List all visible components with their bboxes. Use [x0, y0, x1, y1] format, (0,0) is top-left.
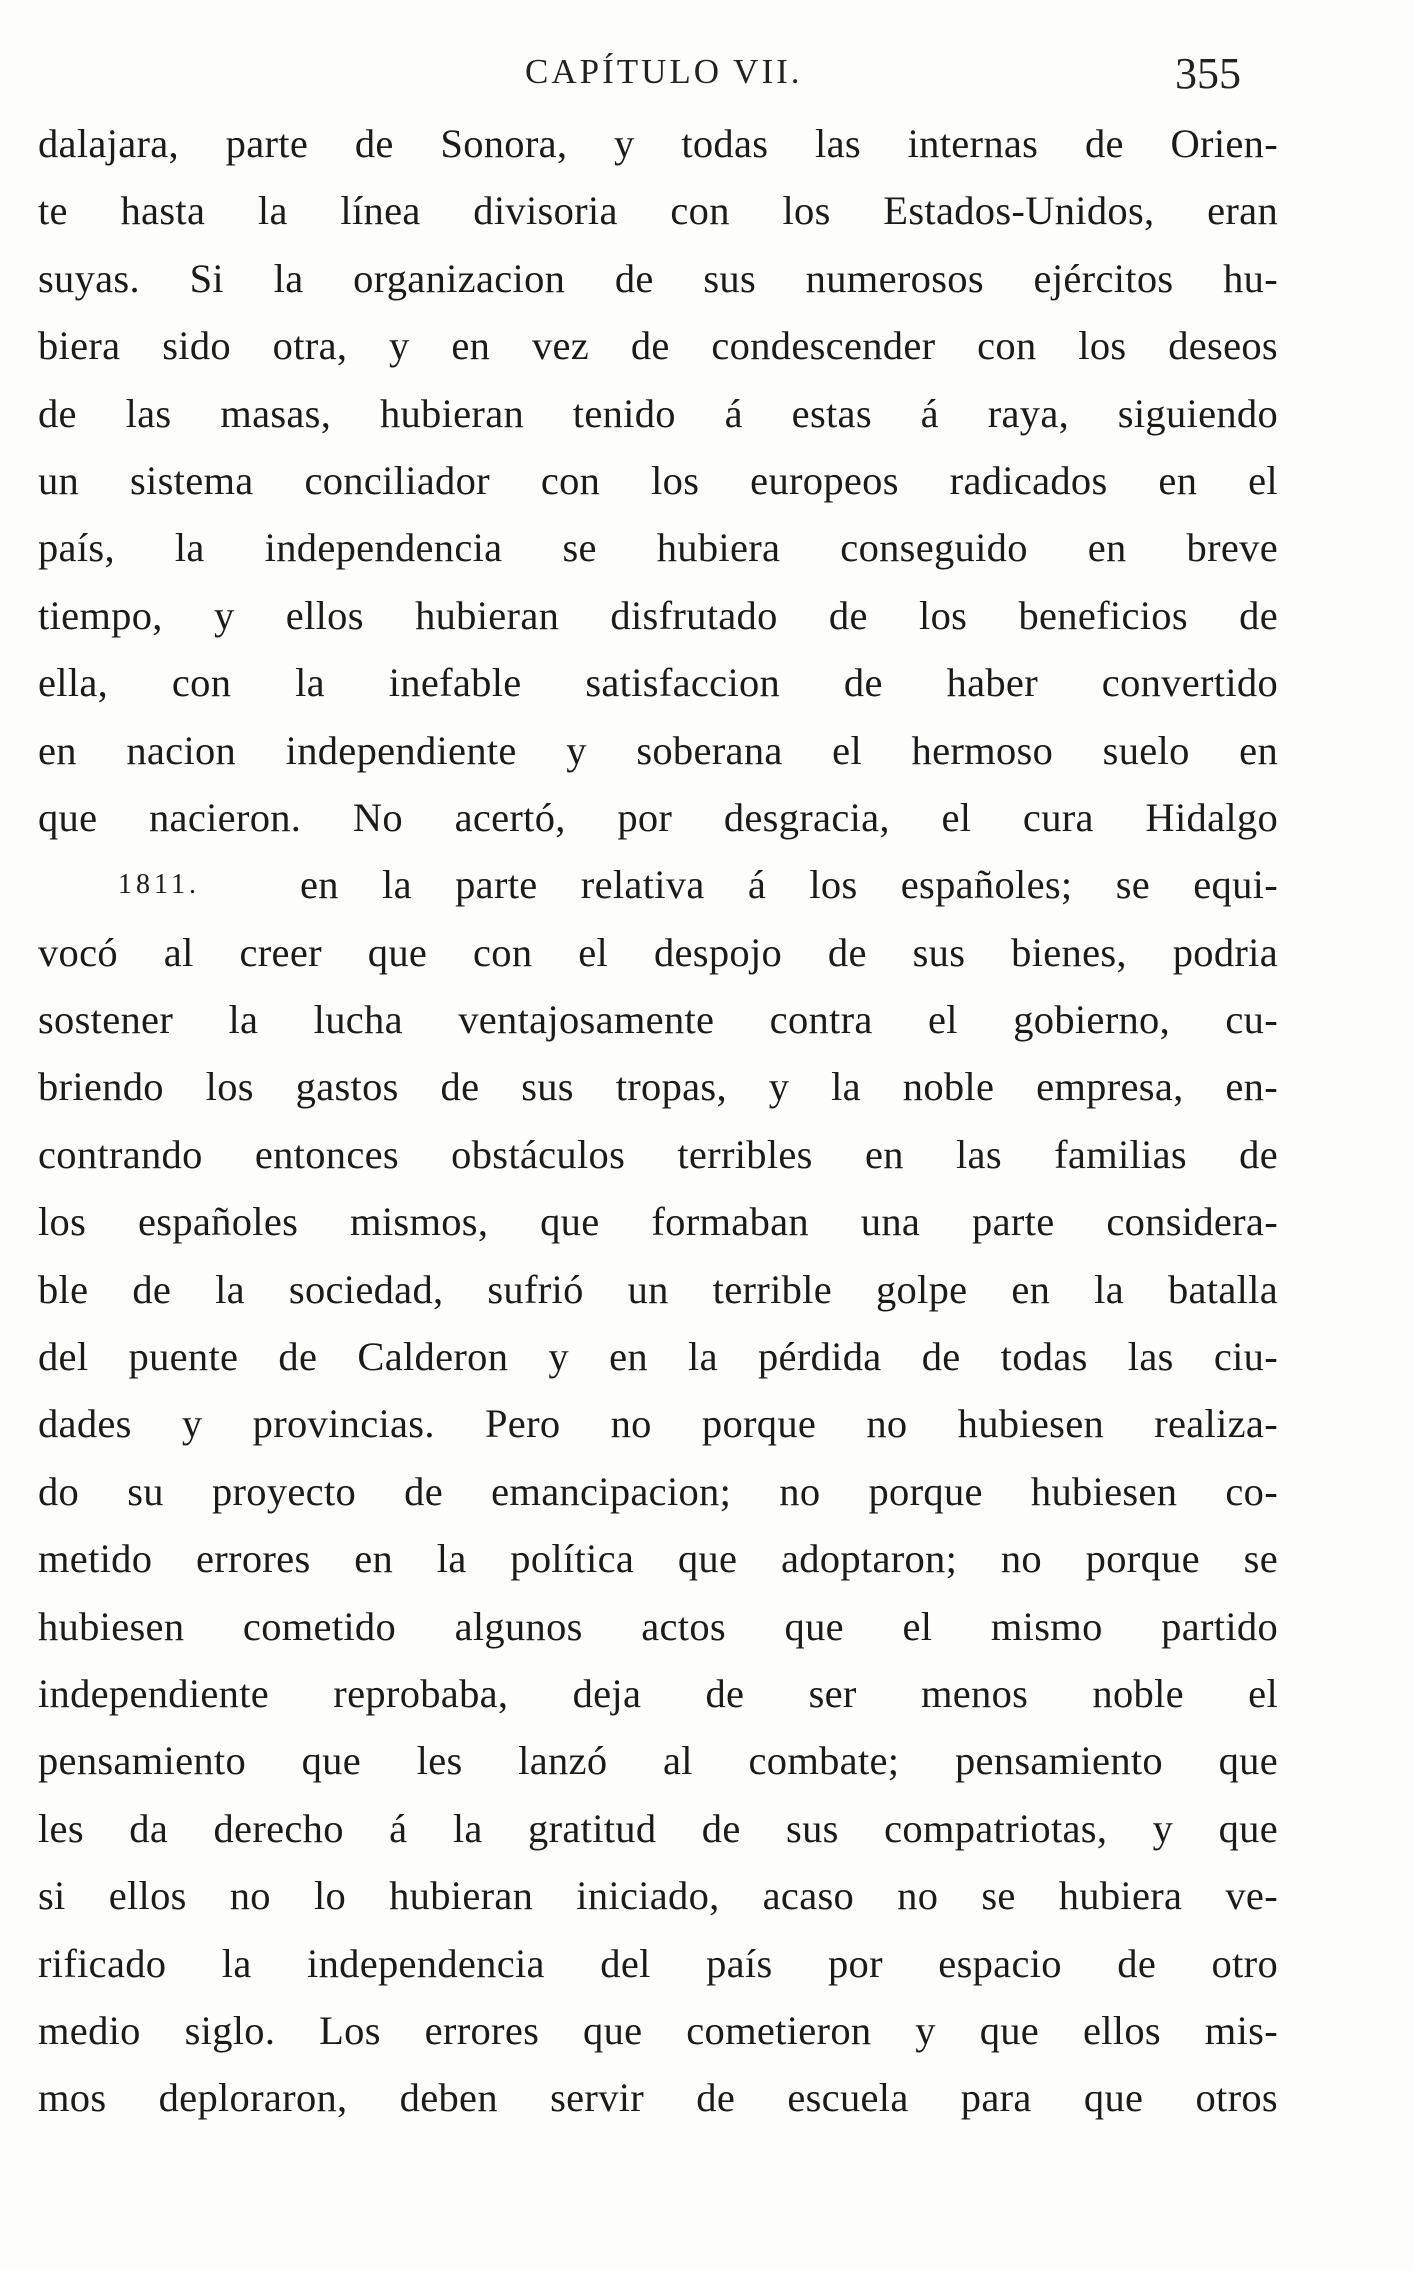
text-line: suyas. Si la organizacion de sus numerosos ejércitos hu- [38, 255, 1278, 301]
running-head [0, 48, 1414, 108]
text-line: rificado la independencia del país por espacio de otro [38, 1940, 1278, 1986]
text-line: dalajara, parte de Sonora, y todas las internas de Orien- [38, 121, 1278, 166]
text-line: mos deploraron, deben servir de escuela para que otros [38, 2075, 1278, 2121]
text-line: en la parte relativa á los españoles; se equi- [300, 862, 1278, 908]
text-line: país, la independencia se hubiera conseguido en breve [38, 525, 1278, 571]
text-line: pensamiento que les lanzó al combate; pensamiento que [38, 1738, 1278, 1784]
text-line: te hasta la línea divisoria con los Estados-Unidos, eran [38, 188, 1278, 234]
text-line: ella, con la inefable satisfaccion de haber convertido [38, 660, 1278, 706]
text-line: briendo los gastos de sus tropas, y la noble empresa, en- [38, 1064, 1278, 1110]
margin-note-year: 1811. [118, 869, 200, 901]
text-line: biera sido otra, y en vez de condescender con los deseos [38, 323, 1278, 369]
text-line: hubiesen cometido algunos actos que el mismo partido [38, 1603, 1278, 1649]
text-line: que nacieron. No acertó, por desgracia, el cura Hidalgo [38, 794, 1278, 840]
text-line: un sistema conciliador con los europeos radicados en el [38, 457, 1278, 503]
text-line: do su proyecto de emancipacion; no porque hubiesen co- [38, 1468, 1278, 1514]
text-line: si ellos no lo hubieran iniciado, acaso no se hubiera ve- [38, 1873, 1278, 1919]
text-line: los españoles mismos, que formaban una parte considera- [38, 1199, 1278, 1245]
text-line: ble de la sociedad, sufrió un terrible golpe en la batalla [38, 1266, 1278, 1312]
body-text [38, 110, 1278, 2132]
text-line: vocó al creer que con el despojo de sus bienes, podria [38, 929, 1278, 975]
text-line: independiente reprobaba, deja de ser menos noble el [38, 1670, 1278, 1716]
text-line: medio siglo. Los errores que cometieron y que ellos mis- [38, 2007, 1278, 2053]
chapter-title: CAPÍTULO VII. [525, 52, 803, 91]
text-line: de las masas, hubieran tenido á estas á raya, siguiendo [38, 390, 1278, 436]
text-line: dades y provincias. Pero no porque no hubiesen realiza- [38, 1401, 1278, 1447]
text-line-with-margin-note [38, 851, 1278, 918]
text-line: tiempo, y ellos hubieran disfrutado de los beneficios de [38, 592, 1278, 638]
text-line: metido errores en la política que adoptaron; no porque se [38, 1536, 1278, 1582]
text-line: contrando entonces obstáculos terribles en las familias de [38, 1131, 1278, 1177]
text-line: del puente de Calderon y en la pérdida de todas las ciu- [38, 1334, 1278, 1380]
text-line: les da derecho á la gratitud de sus compatriotas, y que [38, 1805, 1278, 1851]
text-line: sostener la lucha ventajosamente contra el gobierno, cu- [38, 997, 1278, 1043]
text-line: en nacion independiente y soberana el hermoso suelo en [38, 727, 1278, 773]
page-number: 355 [1175, 49, 1241, 98]
